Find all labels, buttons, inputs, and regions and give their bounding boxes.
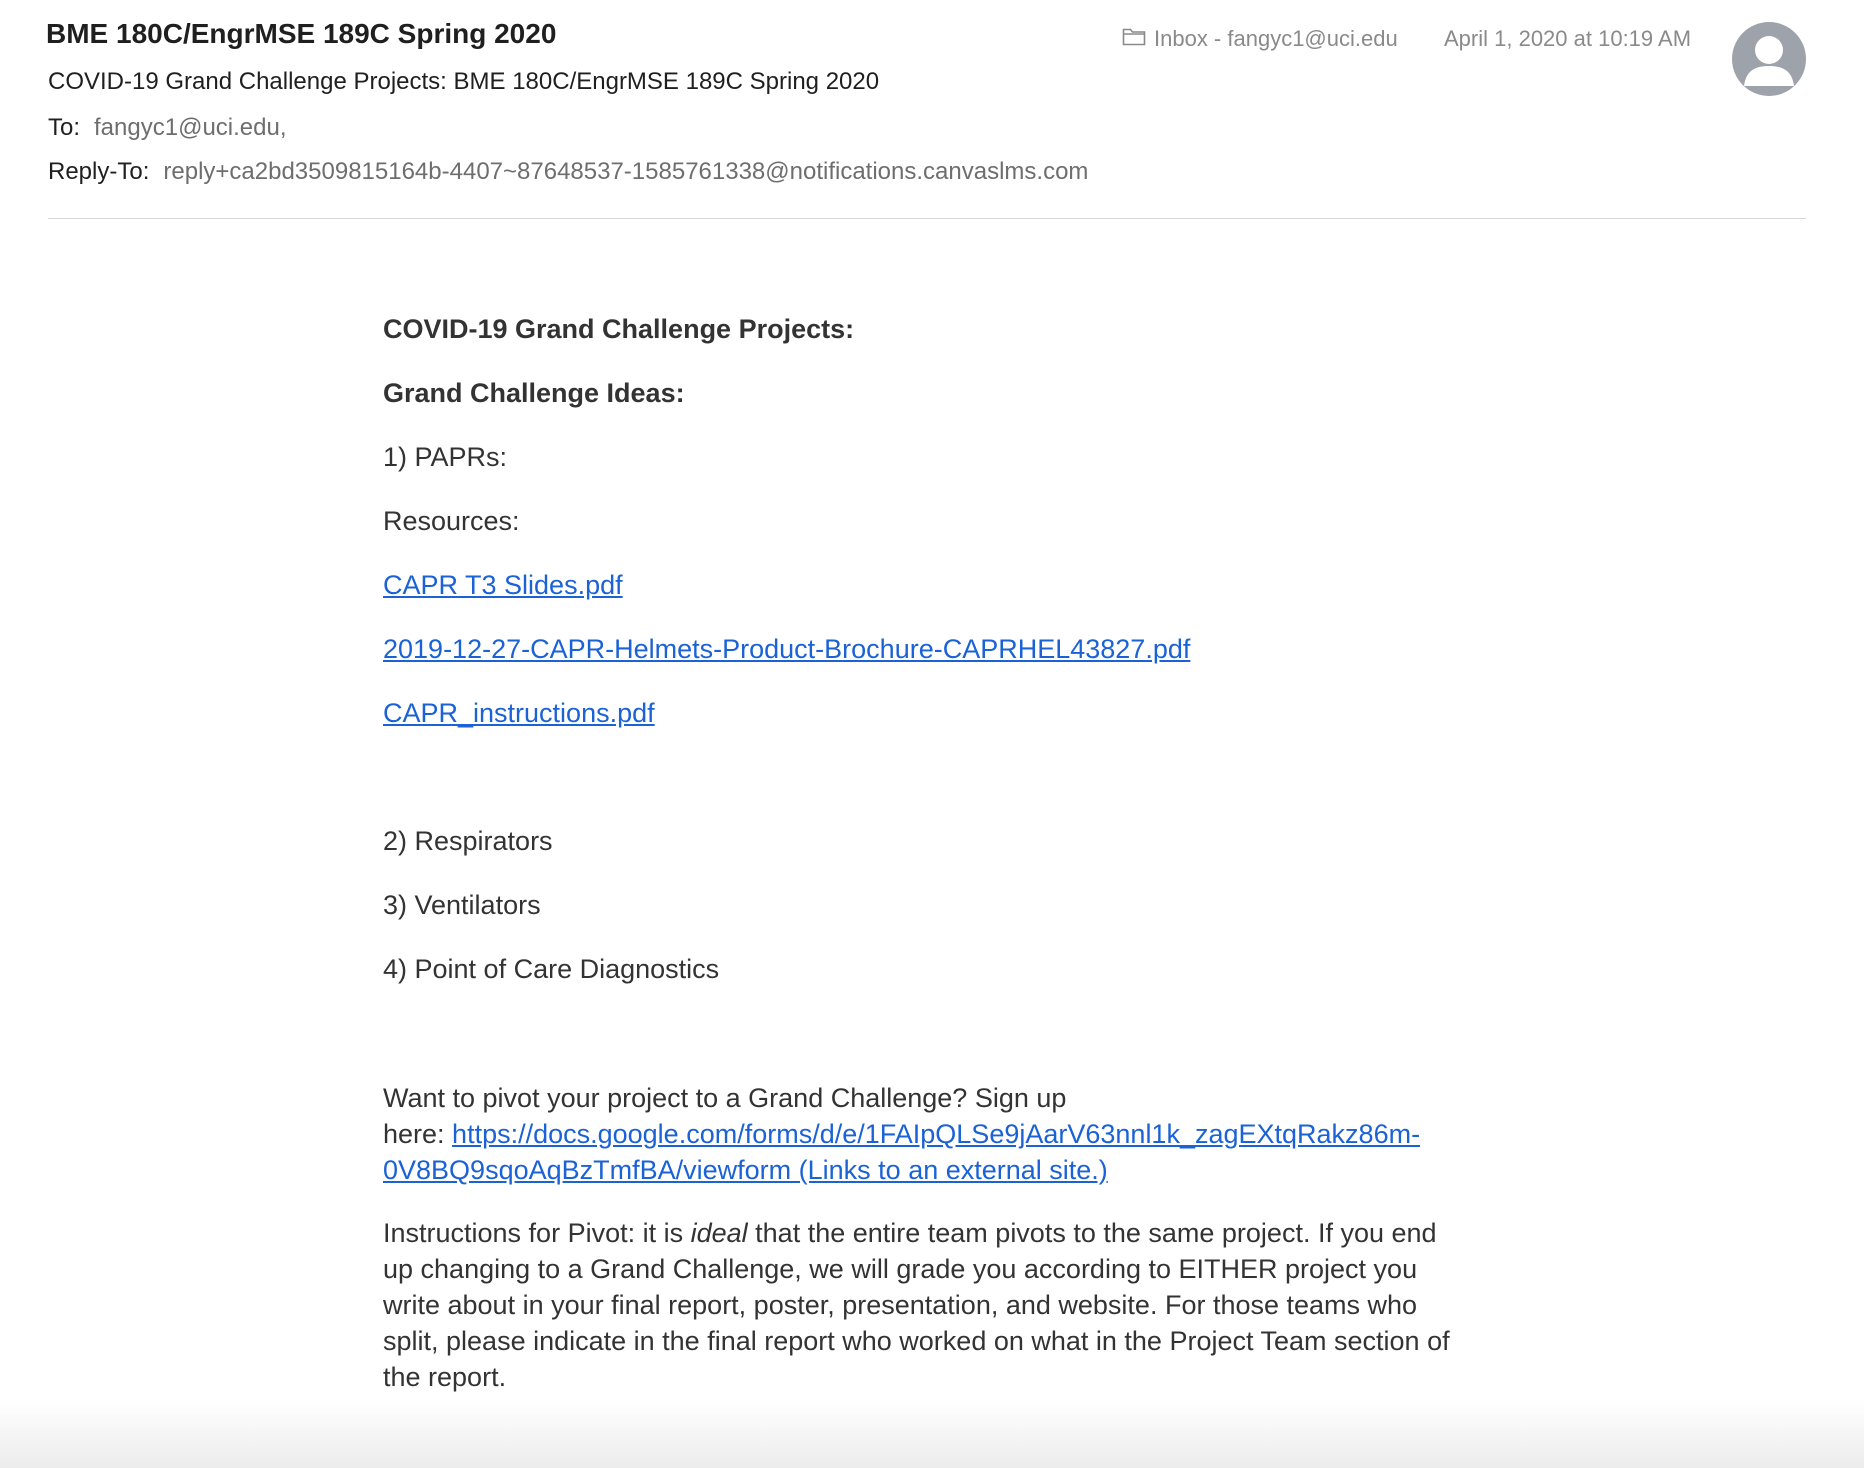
pivot-instructions [383,1215,1463,1395]
window-bottom-edge [0,1400,1864,1468]
mailbox-indicator[interactable] [1122,26,1398,52]
to-label: To: [48,114,81,141]
email-subject: COVID-19 Grand Challenge Projects: BME 180C/EngrMSE 189C Spring 2020 [48,68,880,95]
idea-item-paprs: 1) PAPRs: [383,442,508,472]
resources-label: Resources: [383,506,520,536]
signup-row-continued [383,1152,1108,1188]
signup-form-link[interactable]: https://docs.google.com/forms/d/e/1FAIpQLSe9jAarV63nnl1k_zagEXtqRakz86m- [452,1119,1421,1149]
reply-to-value[interactable]: reply+ca2bd3509815164b-4407~87648537-1585761338@notifications.canvaslms.com [163,158,1089,185]
instructions-emphasis: ideal [690,1218,748,1248]
attachment-row [383,695,655,731]
body-heading-projects: COVID-19 Grand Challenge Projects: [383,314,855,344]
reply-to-row [48,158,1088,186]
attachment-row [383,567,623,603]
sender-name[interactable]: BME 180C/EngrMSE 189C Spring 2020 [46,18,557,49]
reply-to-label: Reply-To: [48,158,150,185]
to-value[interactable]: fangyc1@uci.edu, [94,114,287,141]
idea-item-diagnostics: 4) Point of Care Diagnostics [383,954,720,984]
idea-item-ventilators: 3) Ventilators [383,890,541,920]
mailbox-label: Inbox - fangyc1@uci.edu [1154,26,1398,51]
idea-item-respirators: 2) Respirators [383,826,553,856]
header-divider [48,218,1806,219]
attachment-row [383,631,1190,667]
attachment-link-capr-instructions[interactable]: CAPR_instructions.pdf [383,698,655,728]
signup-prefix: here: [383,1119,453,1149]
attachment-link-capr-slides[interactable]: CAPR T3 Slides.pdf [383,570,623,600]
person-icon [1732,22,1806,96]
instructions-text-rest: that the entire team pivots to the same project. If you end up changing to a Grand Challenge, we will grade you according to EITHER project you write about in your final report, poster, presentation, and website. For those teams who split, please indicate in the final report who worked on what in the Project Team section of the report. [383,1218,1450,1392]
signup-form-link-continued[interactable]: 0V8BQ9sqoAqBzTmfBA/viewform (Links to an external site.) [383,1155,1108,1185]
folder-icon [1122,26,1154,52]
avatar[interactable] [1732,22,1806,96]
email-date: April 1, 2020 at 10:19 AM [1444,26,1692,51]
attachment-link-capr-brochure[interactable]: 2019-12-27-CAPR-Helmets-Product-Brochure-CAPRHEL43827.pdf [383,634,1191,664]
signup-row [383,1116,1420,1152]
instructions-text-start: Instructions for Pivot: it is [383,1218,691,1248]
signup-text: Want to pivot your project to a Grand Challenge? Sign up [383,1083,1067,1113]
body-heading-ideas: Grand Challenge Ideas: [383,378,685,408]
to-row [48,114,287,142]
